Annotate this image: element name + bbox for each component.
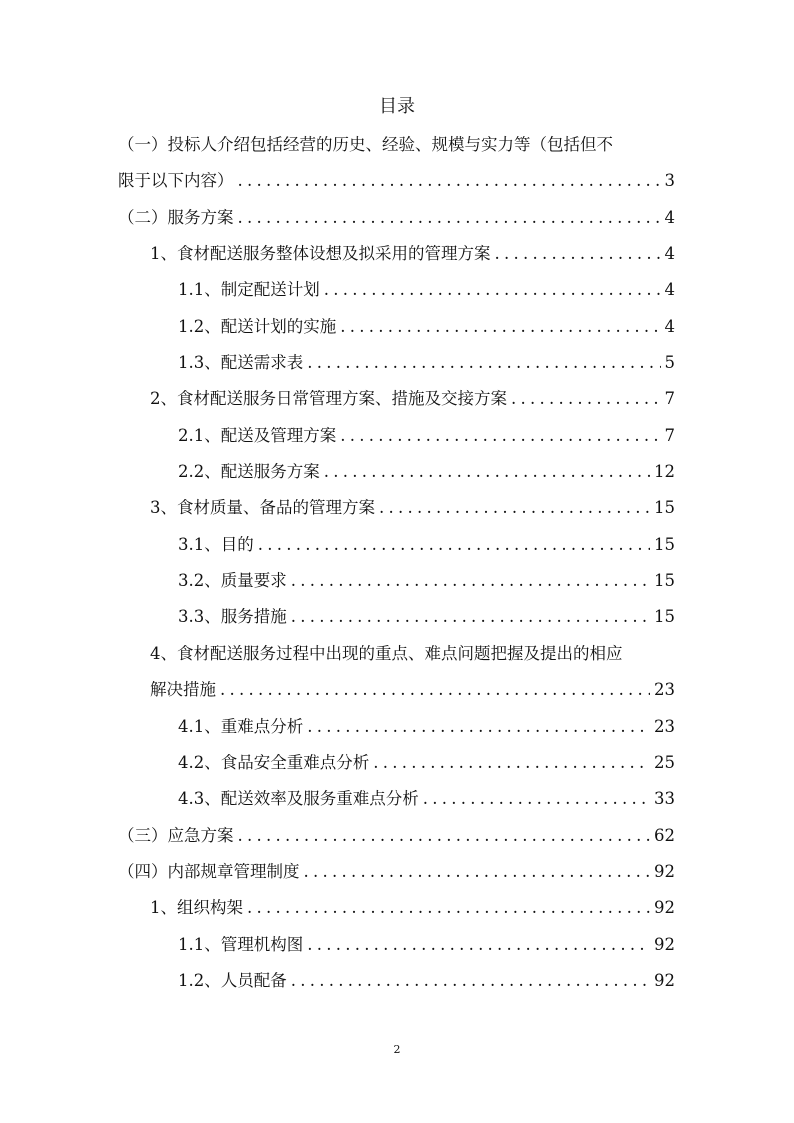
toc-entry-text: 1.1、制定配送计划 bbox=[178, 280, 320, 300]
dot-leader bbox=[511, 381, 661, 417]
toc-entry-text: 2.1、配送及管理方案 bbox=[178, 425, 337, 445]
toc-entry[interactable] bbox=[118, 709, 675, 745]
table-of-contents bbox=[118, 127, 675, 999]
toc-page-number: 92 bbox=[654, 861, 675, 881]
dot-leader bbox=[238, 163, 661, 199]
toc-entry[interactable] bbox=[118, 672, 675, 708]
toc-page-number: 23 bbox=[654, 716, 675, 736]
toc-page-number: 15 bbox=[654, 571, 675, 591]
toc-entry[interactable] bbox=[118, 272, 675, 308]
toc-entry[interactable] bbox=[118, 309, 675, 345]
dot-leader bbox=[247, 890, 650, 926]
toc-page-number: 15 bbox=[654, 498, 675, 518]
toc-page-number: 12 bbox=[654, 462, 675, 482]
dot-leader bbox=[373, 745, 650, 781]
toc-page-number: 5 bbox=[664, 353, 675, 373]
toc-entry-text: 3.1、目的 bbox=[178, 534, 254, 554]
toc-entry[interactable] bbox=[118, 890, 675, 926]
dot-leader bbox=[307, 709, 650, 745]
toc-entry-wrap-line[interactable] bbox=[118, 127, 675, 163]
toc-page-number: 33 bbox=[654, 789, 675, 809]
toc-entry[interactable] bbox=[118, 745, 675, 781]
dot-leader bbox=[307, 345, 660, 381]
toc-page-number: 23 bbox=[654, 680, 675, 700]
dot-leader bbox=[307, 927, 650, 963]
toc-entry[interactable] bbox=[118, 963, 675, 999]
toc-entry[interactable] bbox=[118, 200, 675, 236]
dot-leader bbox=[324, 454, 650, 490]
toc-entry[interactable] bbox=[118, 418, 675, 454]
toc-entry-text: （二）服务方案 bbox=[118, 207, 234, 227]
dot-leader bbox=[324, 272, 661, 308]
toc-entry[interactable] bbox=[118, 854, 675, 890]
page-number: 2 bbox=[393, 1043, 401, 1056]
toc-page-number: 3 bbox=[664, 171, 675, 191]
toc-page-number: 4 bbox=[664, 280, 675, 300]
toc-page-number: 92 bbox=[654, 970, 675, 990]
dot-leader bbox=[258, 527, 650, 563]
toc-entry-text: 3、食材质量、备品的管理方案 bbox=[150, 498, 375, 518]
toc-page-number: 4 bbox=[664, 207, 675, 227]
toc-entry-text: 1.3、配送需求表 bbox=[178, 353, 304, 373]
dot-leader bbox=[238, 200, 661, 236]
toc-entry-text: 限于以下内容） bbox=[118, 171, 234, 191]
toc-entry-wrap-line[interactable] bbox=[118, 636, 675, 672]
toc-entry-text: 1.2、配送计划的实施 bbox=[178, 316, 337, 336]
toc-entry[interactable] bbox=[118, 345, 675, 381]
toc-entry-text: 1.2、人员配备 bbox=[178, 970, 287, 990]
toc-entry-text: （一）投标人介绍包括经营的历史、经验、规模与实力等（包括但不 bbox=[118, 135, 613, 154]
toc-entry[interactable] bbox=[118, 236, 675, 272]
toc-entry-text: （四）内部规章管理制度 bbox=[118, 861, 300, 881]
toc-entry[interactable] bbox=[118, 490, 675, 526]
toc-page-number: 7 bbox=[664, 425, 675, 445]
toc-title: 目录 bbox=[379, 96, 415, 117]
dot-leader bbox=[340, 309, 660, 345]
toc-entry[interactable] bbox=[118, 781, 675, 817]
toc-page-number: 15 bbox=[654, 607, 675, 627]
dot-leader bbox=[291, 963, 650, 999]
toc-entry-text: 3.2、质量要求 bbox=[178, 571, 287, 591]
dot-leader bbox=[304, 854, 651, 890]
dot-leader bbox=[291, 599, 650, 635]
dot-leader bbox=[423, 781, 650, 817]
toc-page-number: 25 bbox=[654, 752, 675, 772]
toc-entry[interactable] bbox=[118, 527, 675, 563]
dot-leader bbox=[340, 418, 660, 454]
toc-entry[interactable] bbox=[118, 599, 675, 635]
dot-leader bbox=[495, 236, 661, 272]
toc-entry[interactable] bbox=[118, 163, 675, 199]
toc-entry-text: 4.2、食品安全重难点分析 bbox=[178, 752, 370, 772]
toc-entry-text: 4.1、重难点分析 bbox=[178, 716, 304, 736]
toc-entry-text: （三）应急方案 bbox=[118, 825, 234, 845]
toc-entry-text: 2.2、配送服务方案 bbox=[178, 462, 320, 482]
toc-page-number: 15 bbox=[654, 534, 675, 554]
toc-page-number: 7 bbox=[664, 389, 675, 409]
toc-entry[interactable] bbox=[118, 454, 675, 490]
toc-entry[interactable] bbox=[118, 381, 675, 417]
dot-leader bbox=[220, 672, 650, 708]
toc-entry-text: 3.3、服务措施 bbox=[178, 607, 287, 627]
toc-entry-text: 4、食材配送服务过程中出现的重点、难点问题把握及提出的相应 bbox=[150, 643, 623, 663]
toc-entry[interactable] bbox=[118, 563, 675, 599]
toc-entry-text: 1、食材配送服务整体设想及拟采用的管理方案 bbox=[150, 244, 491, 264]
toc-entry[interactable] bbox=[118, 818, 675, 854]
toc-entry-text: 1、组织构架 bbox=[150, 898, 243, 918]
toc-entry-text: 2、食材配送服务日常管理方案、措施及交接方案 bbox=[150, 389, 507, 409]
toc-page-number: 62 bbox=[654, 825, 675, 845]
dot-leader bbox=[238, 818, 651, 854]
dot-leader bbox=[291, 563, 650, 599]
toc-entry-text: 4.3、配送效率及服务重难点分析 bbox=[178, 789, 419, 809]
toc-entry-text: 解决措施 bbox=[150, 680, 216, 700]
toc-page-number: 4 bbox=[664, 316, 675, 336]
dot-leader bbox=[379, 490, 650, 526]
toc-page-number: 92 bbox=[654, 898, 675, 918]
toc-page-number: 4 bbox=[664, 244, 675, 264]
toc-entry[interactable] bbox=[118, 927, 675, 963]
toc-entry-text: 1.1、管理机构图 bbox=[178, 934, 304, 954]
toc-page-number: 92 bbox=[654, 934, 675, 954]
